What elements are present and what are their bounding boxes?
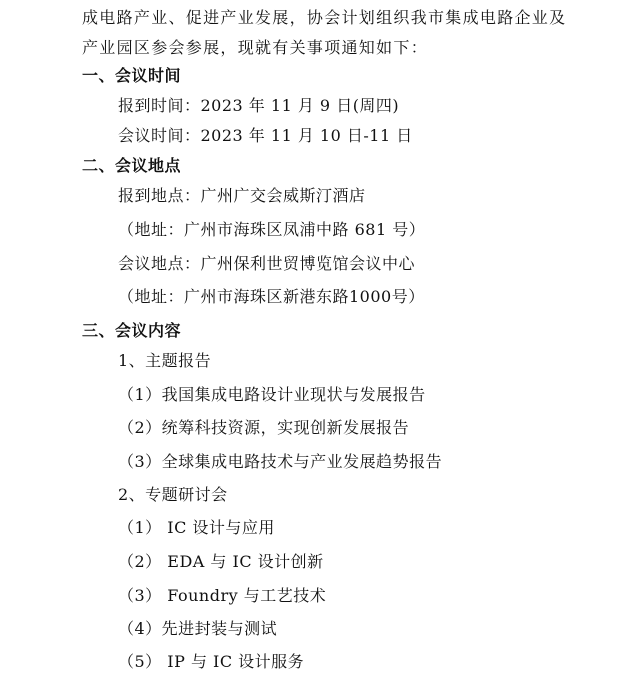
intro-paragraph-line: 产业园区参会参展，现就有关事项通知如下： <box>82 38 429 57</box>
section-heading-meeting-content: 三、会议内容 <box>82 321 182 340</box>
checkin-address-line: （地址：广州市海珠区凤浦中路 681 号） <box>118 220 426 239</box>
checkin-time-line: 报到时间：2023 年 11 月 9 日(周四) <box>118 96 400 115</box>
section-heading-meeting-location: 二、会议地点 <box>82 156 182 175</box>
section-heading-meeting-time: 一、会议时间 <box>82 66 182 85</box>
content-subheading-keynote: 1、主题报告 <box>118 351 212 370</box>
meeting-address-line: （地址：广州市海珠区新港东路1000号） <box>118 287 425 306</box>
content-list-item: （3） Foundry 与工艺技术 <box>118 586 327 605</box>
intro-paragraph-line: 成电路产业、促进产业发展，协会计划组织我市集成电路企业及 <box>82 8 567 27</box>
content-list-item: （3）全球集成电路技术与产业发展趋势报告 <box>118 452 443 471</box>
content-list-item: （1）我国集成电路设计业现状与发展报告 <box>118 385 426 404</box>
content-list-item: （2）统筹科技资源，实现创新发展报告 <box>118 418 410 437</box>
content-list-item: （1） IC 设计与应用 <box>118 518 275 537</box>
meeting-time-line: 会议时间：2023 年 11 月 10 日-11 日 <box>118 126 413 145</box>
content-subheading-seminars: 2、专题研讨会 <box>118 485 228 504</box>
checkin-location-line: 报到地点：广州广交会威斯汀酒店 <box>118 186 366 205</box>
content-list-item: （5） IP 与 IC 设计服务 <box>118 652 305 671</box>
content-list-item: （2） EDA 与 IC 设计创新 <box>118 552 324 571</box>
content-list-item: （4）先进封装与测试 <box>118 619 278 638</box>
meeting-location-line: 会议地点：广州保利世贸博览馆会议中心 <box>118 254 416 273</box>
